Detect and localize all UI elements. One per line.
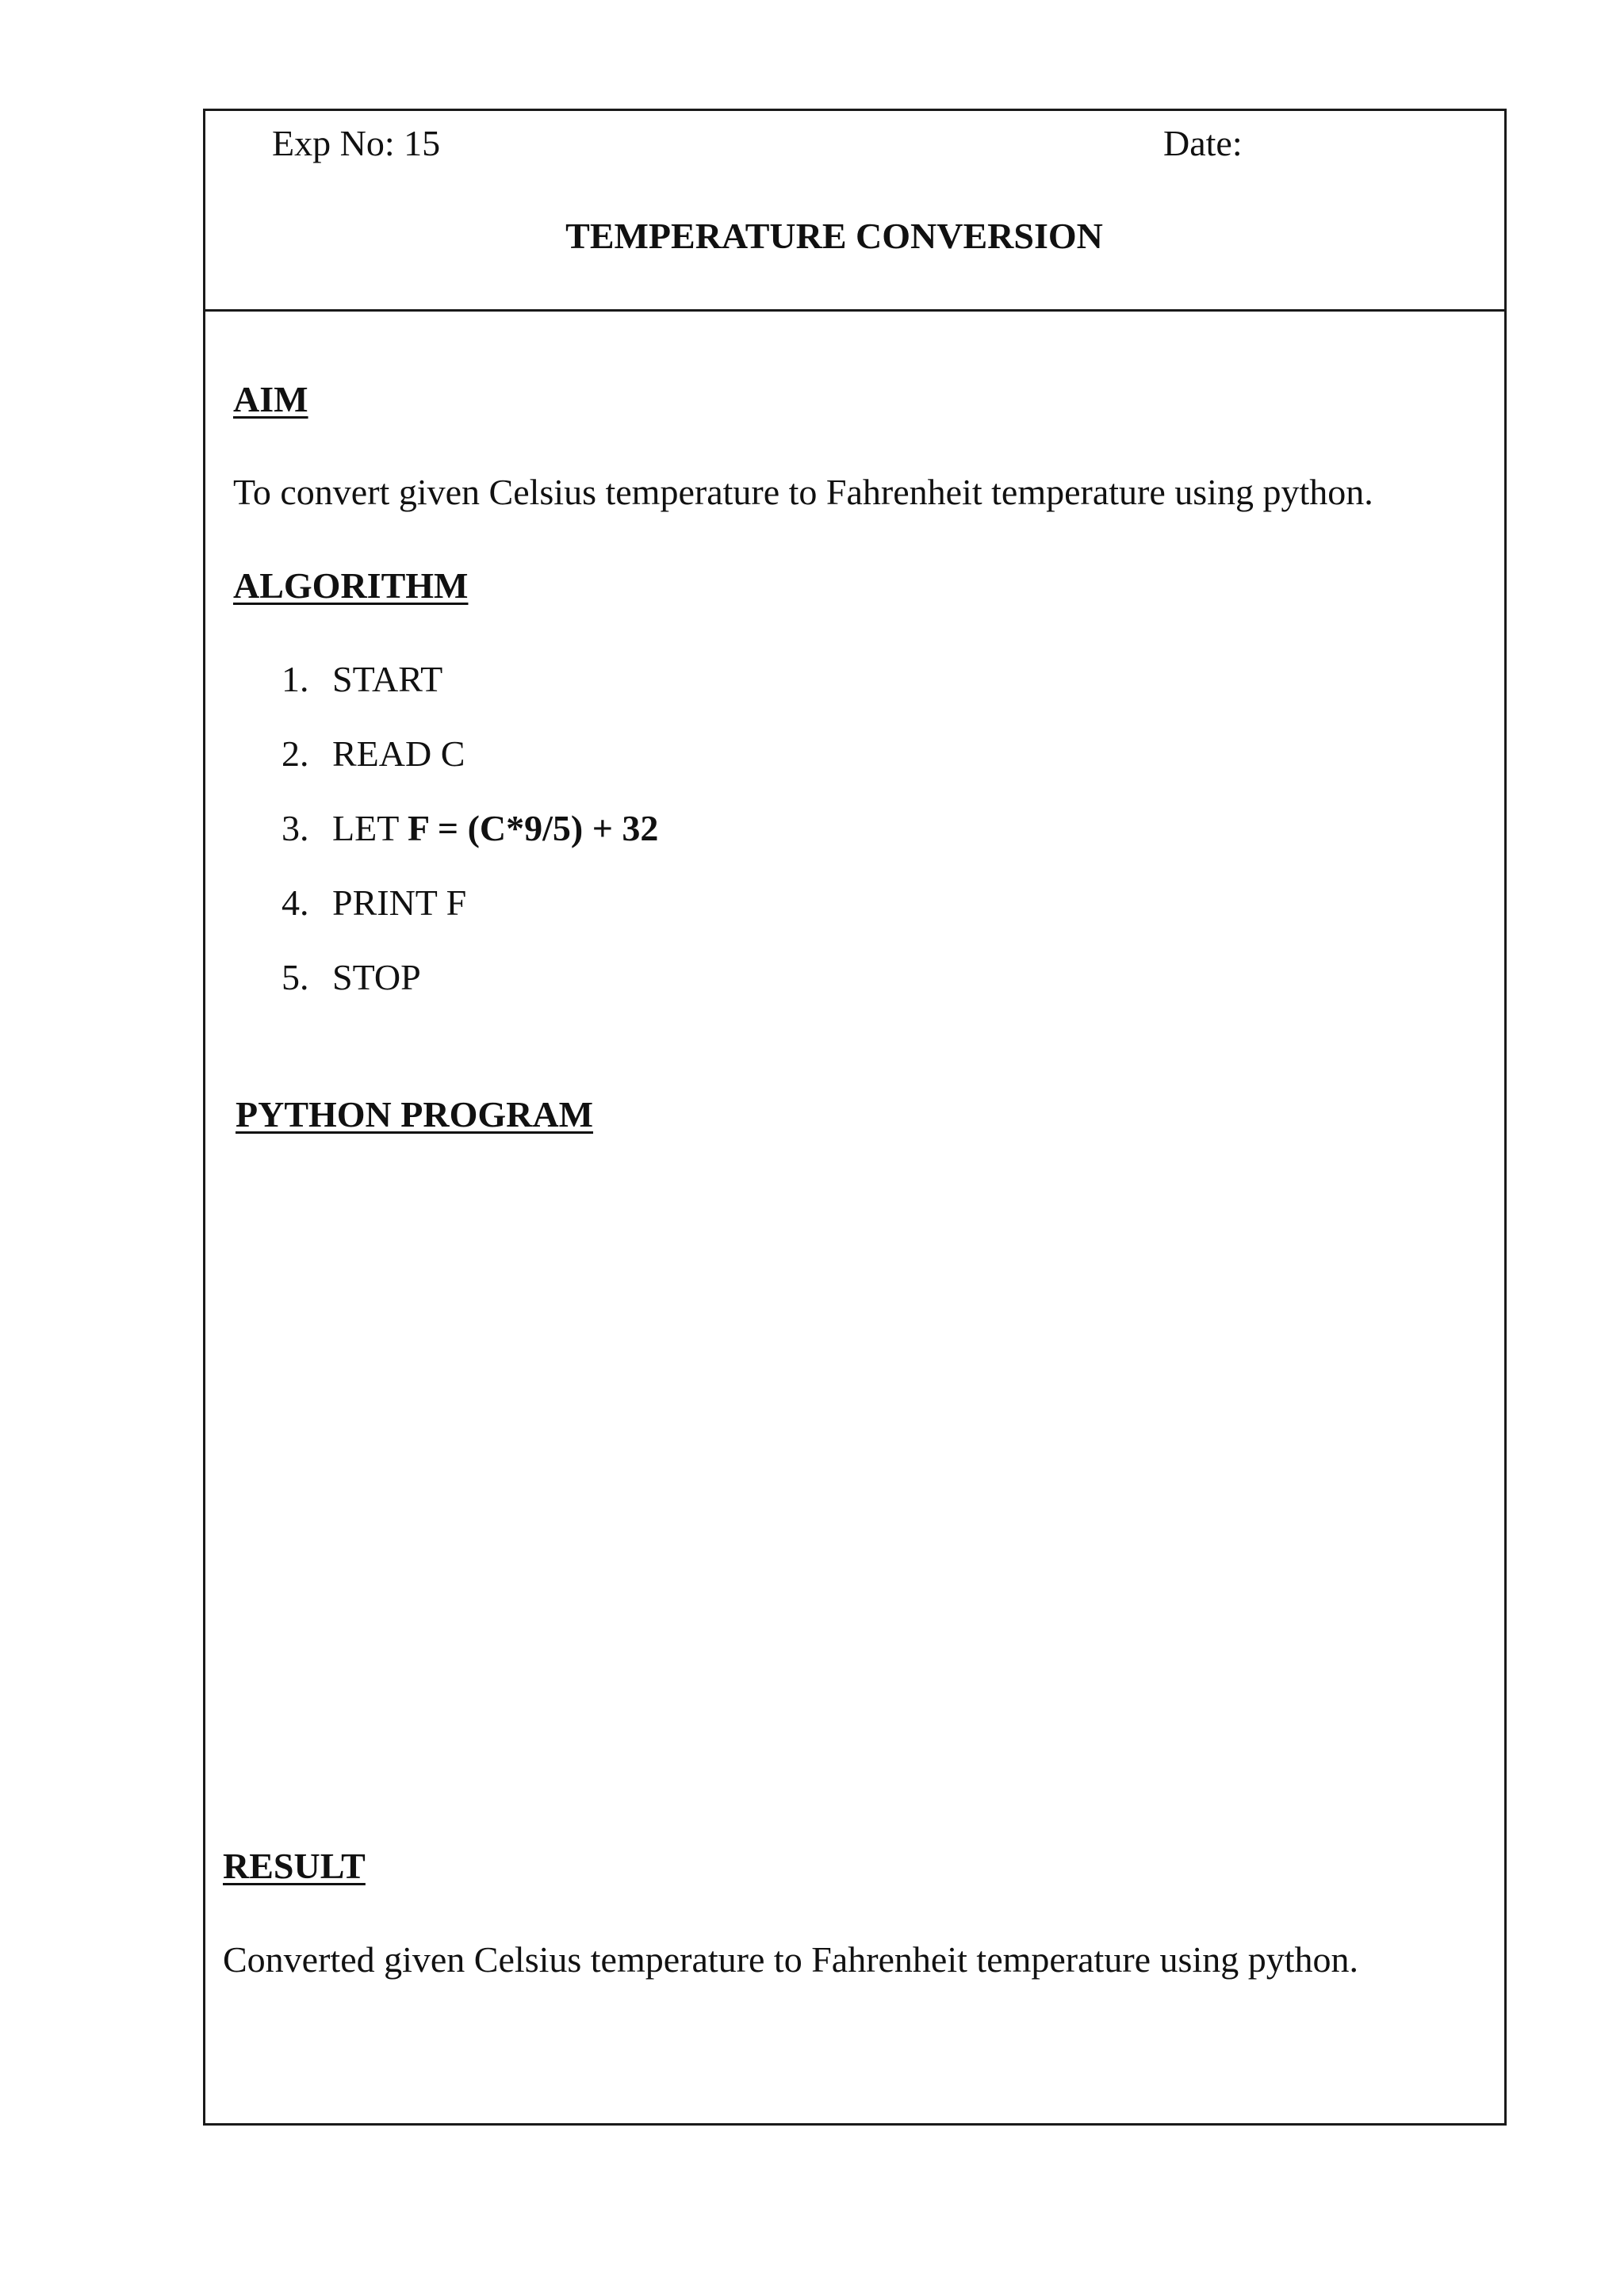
experiment-number: Exp No: 15 xyxy=(272,123,441,163)
aim-text: To convert given Celsius temperature to Fahrenheit temperature using python. xyxy=(233,472,1373,512)
step-number: 4. xyxy=(282,882,309,923)
step-number: 1. xyxy=(282,659,309,699)
step-number: 3. xyxy=(282,808,309,848)
step-text: PRINT F xyxy=(332,882,467,923)
algorithm-heading: ALGORITHM xyxy=(233,565,469,606)
algorithm-step xyxy=(282,959,658,1034)
step-text: LET xyxy=(332,808,408,848)
step-number: 2. xyxy=(282,733,309,774)
python-program-heading: PYTHON PROGRAM xyxy=(236,1094,594,1135)
algorithm-steps xyxy=(282,661,658,1034)
date-label: Date: xyxy=(1163,123,1243,163)
page-title: TEMPERATURE CONVERSION xyxy=(565,216,1103,256)
aim-heading: AIM xyxy=(233,379,308,419)
algorithm-step xyxy=(282,661,658,736)
step-text: STOP xyxy=(332,957,421,997)
result-text: Converted given Celsius temperature to Fahrenheit temperature using python. xyxy=(223,1939,1359,1980)
header-divider xyxy=(203,309,1507,312)
step-text: READ C xyxy=(332,733,465,774)
result-heading: RESULT xyxy=(223,1846,366,1886)
algorithm-step xyxy=(282,882,658,959)
algorithm-step xyxy=(282,810,658,885)
step-formula: F = (C*9/5) + 32 xyxy=(407,808,659,848)
step-text: START xyxy=(332,659,443,699)
step-number: 5. xyxy=(282,957,309,997)
algorithm-step xyxy=(282,733,658,810)
